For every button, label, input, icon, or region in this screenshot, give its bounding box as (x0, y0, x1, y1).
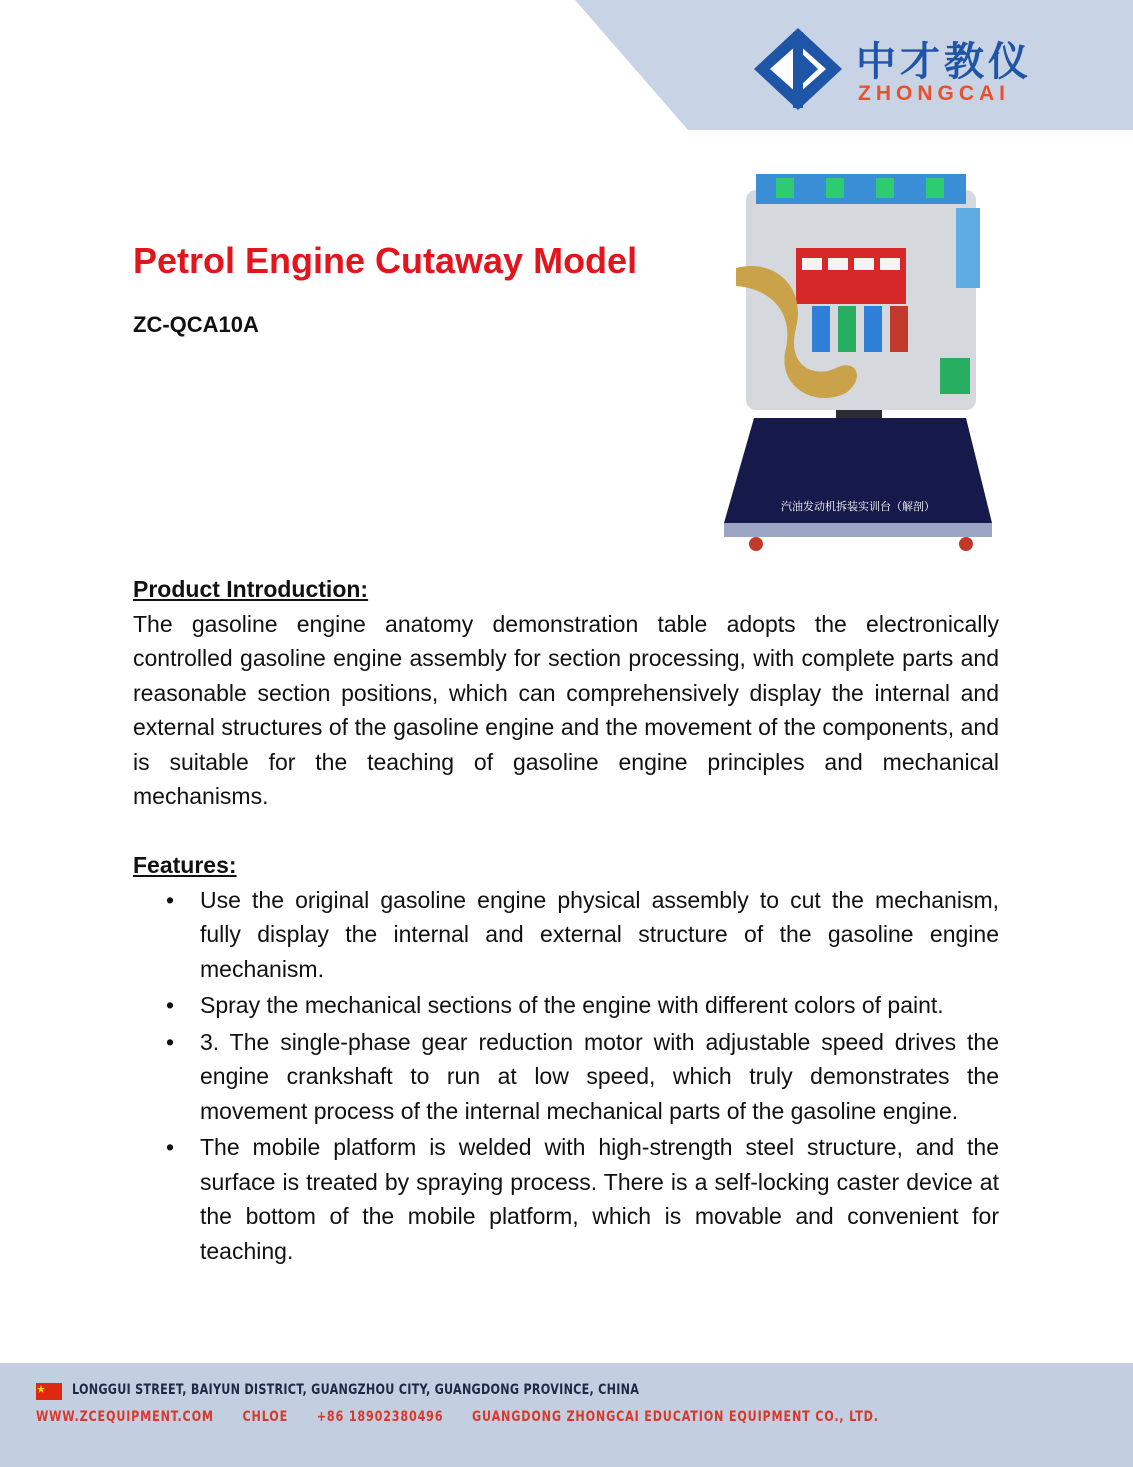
list-item (133, 883, 999, 987)
brand-name-chinese: 中才教仪 (856, 39, 1032, 85)
company-name: GUANGDONG ZHONGCAI EDUCATION EQUIPMENT CO., LTD. (472, 1409, 879, 1425)
company-logo (752, 26, 1042, 112)
china-flag-icon (36, 1383, 62, 1400)
zhongcai-logo-icon (752, 26, 844, 112)
features-list (133, 883, 999, 1269)
bullet-icon: • (166, 1134, 175, 1160)
contact-row (36, 1409, 903, 1425)
brand-name-english: ZHONGCAI (858, 82, 1010, 105)
features-heading: Features: (133, 852, 237, 878)
footer-band (0, 1363, 1133, 1467)
feature-text: The mobile platform is welded with high-strength steel structure, and the surface is treated by spraying process. There is a self-locking caster device at the bottom of the mobile platform, which is movable and convenient for teaching. (200, 1134, 999, 1264)
website-link[interactable]: WWW.ZCEQUIPMENT.COM (36, 1409, 214, 1425)
engine-cutaway-photo (716, 168, 1000, 558)
contact-name: CHLOE (242, 1409, 289, 1425)
product-introduction (133, 572, 999, 814)
feature-text: Spray the mechanical sections of the engine with different colors of paint. (200, 992, 944, 1018)
platform-caption: 汽油发动机拆装实训台（解剖） (781, 500, 935, 513)
list-item (133, 988, 999, 1023)
list-item (133, 1130, 999, 1268)
feature-text: 3. The single-phase gear reduction motor with adjustable speed drives the engine crankshaft to run at low speed, which truly demonstrates the movement process of the internal mechanical parts of the gasoline engine. (200, 1028, 999, 1124)
bullet-icon: • (166, 992, 175, 1018)
list-item (133, 1025, 999, 1129)
introduction-heading: Product Introduction: (133, 576, 369, 602)
company-address: LONGGUI STREET, BAIYUN DISTRICT, GUANGZHOU CITY, GUANGDONG PROVINCE, CHINA (72, 1382, 640, 1398)
introduction-text: The gasoline engine anatomy demonstration table adopts the electronically controlled gasoline engine assembly for section processing, with complete parts and reasonable section positions, which can comprehensively display the internal and external structures of the gasoline engine and the movement of the components, and is suitable for the teaching of gasoline engine principles and mechanical mechanisms. (133, 610, 999, 809)
features-section (133, 848, 999, 1270)
feature-text: Use the original gasoline engine physical assembly to cut the mechanism, fully display the internal and external structure of the gasoline engine mechanism. (200, 886, 999, 982)
product-title: Petrol Engine Cutaway Model (133, 240, 638, 281)
bullet-icon: • (166, 886, 175, 913)
phone-number: +86 18902380496 (316, 1409, 444, 1425)
bullet-icon: • (166, 1028, 175, 1055)
model-code: ZC-QCA10A (133, 312, 259, 337)
